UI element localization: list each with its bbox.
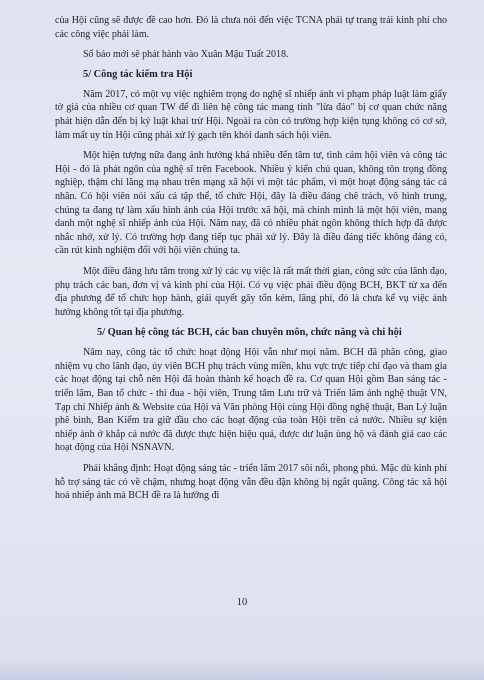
paragraph: Một điều đáng lưu tâm trong xử lý các vụ việc là rất mất thời gian, công sức của lãnh đạo, phụ trách các ban, đơn vị và kinh phí của Hội. Có vụ việc phải điều động BCH, BKT từ xa đến địa phương để tổ chức họp hành, giải quyết gây tốn kém, lãng phí, đó là chưa kể vụ việc ảnh hưởng không tốt tại địa phương.	[55, 265, 447, 318]
paragraph: Một hiện tượng nữa đang ảnh hưởng khá nhiều đến tâm tư, tình cảm hội viên và công tác Hội - đó là phát ngôn của nghệ sĩ trên Facebook. Nhiều ý kiến chủ quan, không tôn trọng đồng nghiệp, thậm chí lăng mạ nhau trên mạng xã hội vì một tác phẩm, vì một hoạt động sáng tác cá nhân. Có hội viên nói xấu cả tập thể, tổ chức Hội, đây là điều đáng chê trách, vô hình trung, chúng ta đang tự làm xấu hình ảnh của Hội trước xã hội, mà chính mình là một hội viên, mang danh một nghệ sĩ nhiếp ảnh của Hội. Năm nay, đã có nhiều phát ngôn không thích hợp đã được nhắc nhở, xử lý. Có trường hợp đang tiếp tục phải xử lý. Đây là điều đáng tiếc không đáng có, cần rút kinh nghiệm đối với hội viên chúng ta.	[55, 150, 447, 257]
paragraph: Năm 2017, có một vụ việc nghiêm trọng do nghệ sĩ nhiếp ảnh vi phạm pháp luật làm giấy tờ giả của nhiều cơ quan TW để đi liên hệ công tác mang tính "lừa đảo" bị cơ quan chức năng phát hiện dẫn đến bị kỷ luật khai trừ Hội. Ngoài ra còn có trường hợp kiện tụng không có cơ sở, làm mất uy tín Hội cũng phải xử lý gạch tên khỏi danh sách hội viên.	[55, 88, 447, 141]
paragraph: Phải khẳng định: Hoạt động sáng tác - triển lãm 2017 sôi nổi, phong phú. Mặc dù kinh phí hỗ trợ sáng tác có về chậm, nhưng hoạt động vẫn đều đặn không bị ngắt quãng. Công tác xã hội hoá nhiếp ảnh mà BCH đề ra là hướng đi	[55, 463, 447, 502]
paragraph: của Hội cũng sẽ được đề cao hơn. Đó là chưa nói đến việc TCNA phải tự trang trải kinh phí cho các công việc phải làm.	[55, 15, 447, 40]
paragraph: Năm nay, công tác tổ chức hoạt động Hội vẫn như mọi năm. BCH đã phân công, giao nhiệm vụ cho lãnh đạo, ủy viên BCH phụ trách vùng miền, khu vực trực tiếp chỉ đạo và tham gia các hoạt động tại chỗ nên Hội đã hoàn thành kế hoạch đề ra. Cơ quan Hội gồm Ban sáng tác - triển lãm, Ban tổ chức - thi đua - hội viên, Trung tâm Lưu trữ và Triển lãm ảnh nghệ thuật VN, Tạp chí Nhiếp ảnh & Website của Hội và Văn phòng Hội cùng Hội đồng nghệ thuật, Ban Lý luận phê bình, Ban Kiểm tra giữ đầu cho các hoạt động của toàn Hội trên cả nước. Nhiều sự kiện nhiếp ảnh ở khắp cả nước đã được thực hiện hiệu quả, được dư luận ủng hộ và đánh giá cao các hoạt động của Hội NSNAVN.	[55, 347, 447, 454]
paragraph: Số báo mới sẽ phát hành vào Xuân Mậu Tuất 2018.	[83, 49, 289, 61]
page-number: 10	[236, 597, 248, 608]
page-shadow	[0, 658, 484, 680]
page-body	[55, 14, 447, 503]
section-heading: 5/ Quan hệ công tác BCH, các ban chuyên môn, chức năng và chi hội	[97, 327, 402, 339]
section-heading: 5/ Công tác kiểm tra Hội	[83, 68, 193, 80]
